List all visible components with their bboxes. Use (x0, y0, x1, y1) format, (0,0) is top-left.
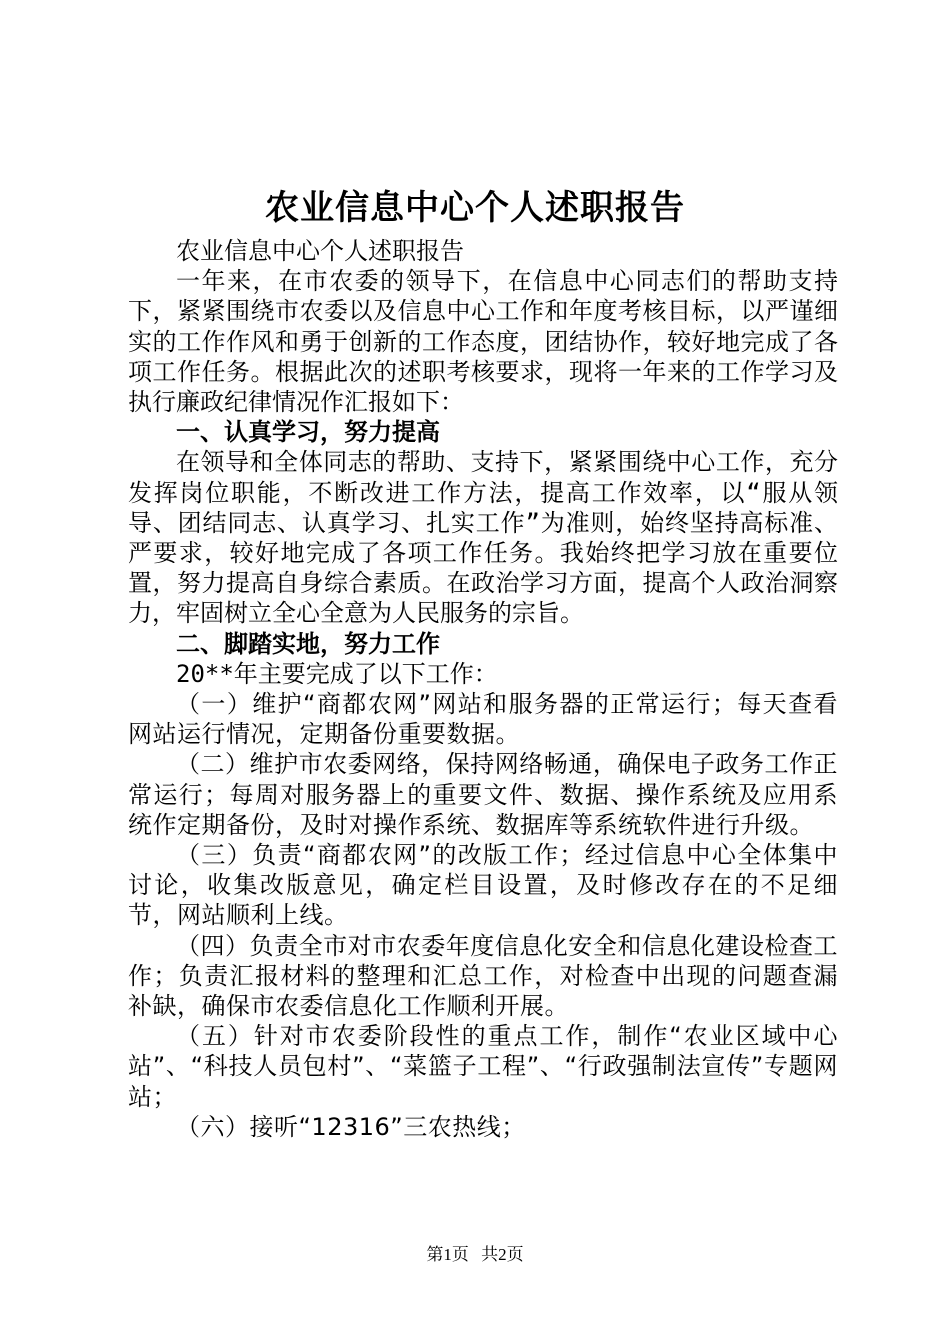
list-item-5: （五）针对市农委阶段性的重点工作，制作“农业区域中心站”、“科技人员包村”、“菜篮子工程”、“行政强制法宣传”专题网站； (128, 1022, 838, 1111)
paragraph-study: 在领导和全体同志的帮助、支持下，紧紧围绕中心工作，充分发挥岗位职能，不断改进工作方法，提高工作效率，以“服从领导、团结同志、认真学习、扎实工作”为准则，始终坚持高标准、严要求，较好地完成了各项工作任务。我始终把学习放在重要位置，努力提高自身综合素质。在政治学习方面，提高个人政治洞察力，牢固树立全心全意为人民服务的宗旨。 (128, 448, 838, 628)
paragraph-subtitle: 农业信息中心个人述职报告 (176, 237, 464, 265)
page-total: 共2页 (481, 1245, 524, 1264)
document-title: 农业信息中心个人述职报告 (265, 188, 685, 228)
page-number: 第1页 (426, 1245, 469, 1264)
list-item-2: （二）维护市农委网络，保持网络畅通，确保电子政务工作正常运行；每周对服务器上的重要文件、数据、操作系统及应用系统作定期备份，及时对操作系统、数据库等系统软件进行升级。 (128, 750, 838, 839)
document-body (128, 236, 838, 1142)
page-footer (0, 1244, 950, 1266)
list-item-4: （四）负责全市对市农委年度信息化安全和信息化建设检查工作；负责汇报材料的整理和汇总工作，对检查中出现的问题查漏补缺，确保市农委信息化工作顺利开展。 (128, 931, 838, 1021)
section-heading-1: 一、认真学习，努力提高 (176, 418, 440, 447)
paragraph-work-summary: 20**年主要完成了以下工作： (176, 659, 498, 688)
section-heading-2: 二、脚踏实地，努力工作 (176, 629, 440, 658)
list-item-3: （三）负责“商都农网”的改版工作；经过信息中心全体集中讨论，收集改版意见，确定栏目设置，及时修改存在的不足细节，网站顺利上线。 (128, 841, 838, 930)
paragraph-intro: 一年来，在市农委的领导下，在信息中心同志们的帮助支持下，紧紧围绕市农委以及信息中心工作和年度考核目标，以严谨细实的工作作风和勇于创新的工作态度，团结协作，较好地完成了各项工作任务。根据此次的述职考核要求，现将一年来的工作学习及执行廉政纪律情况作汇报如下： (128, 267, 838, 417)
list-item-1: （一）维护“商都农网”网站和服务器的正常运行；每天查看网站运行情况，定期备份重要数据。 (128, 690, 838, 749)
list-item-6: （六）接听“12316”三农热线； (176, 1112, 526, 1141)
